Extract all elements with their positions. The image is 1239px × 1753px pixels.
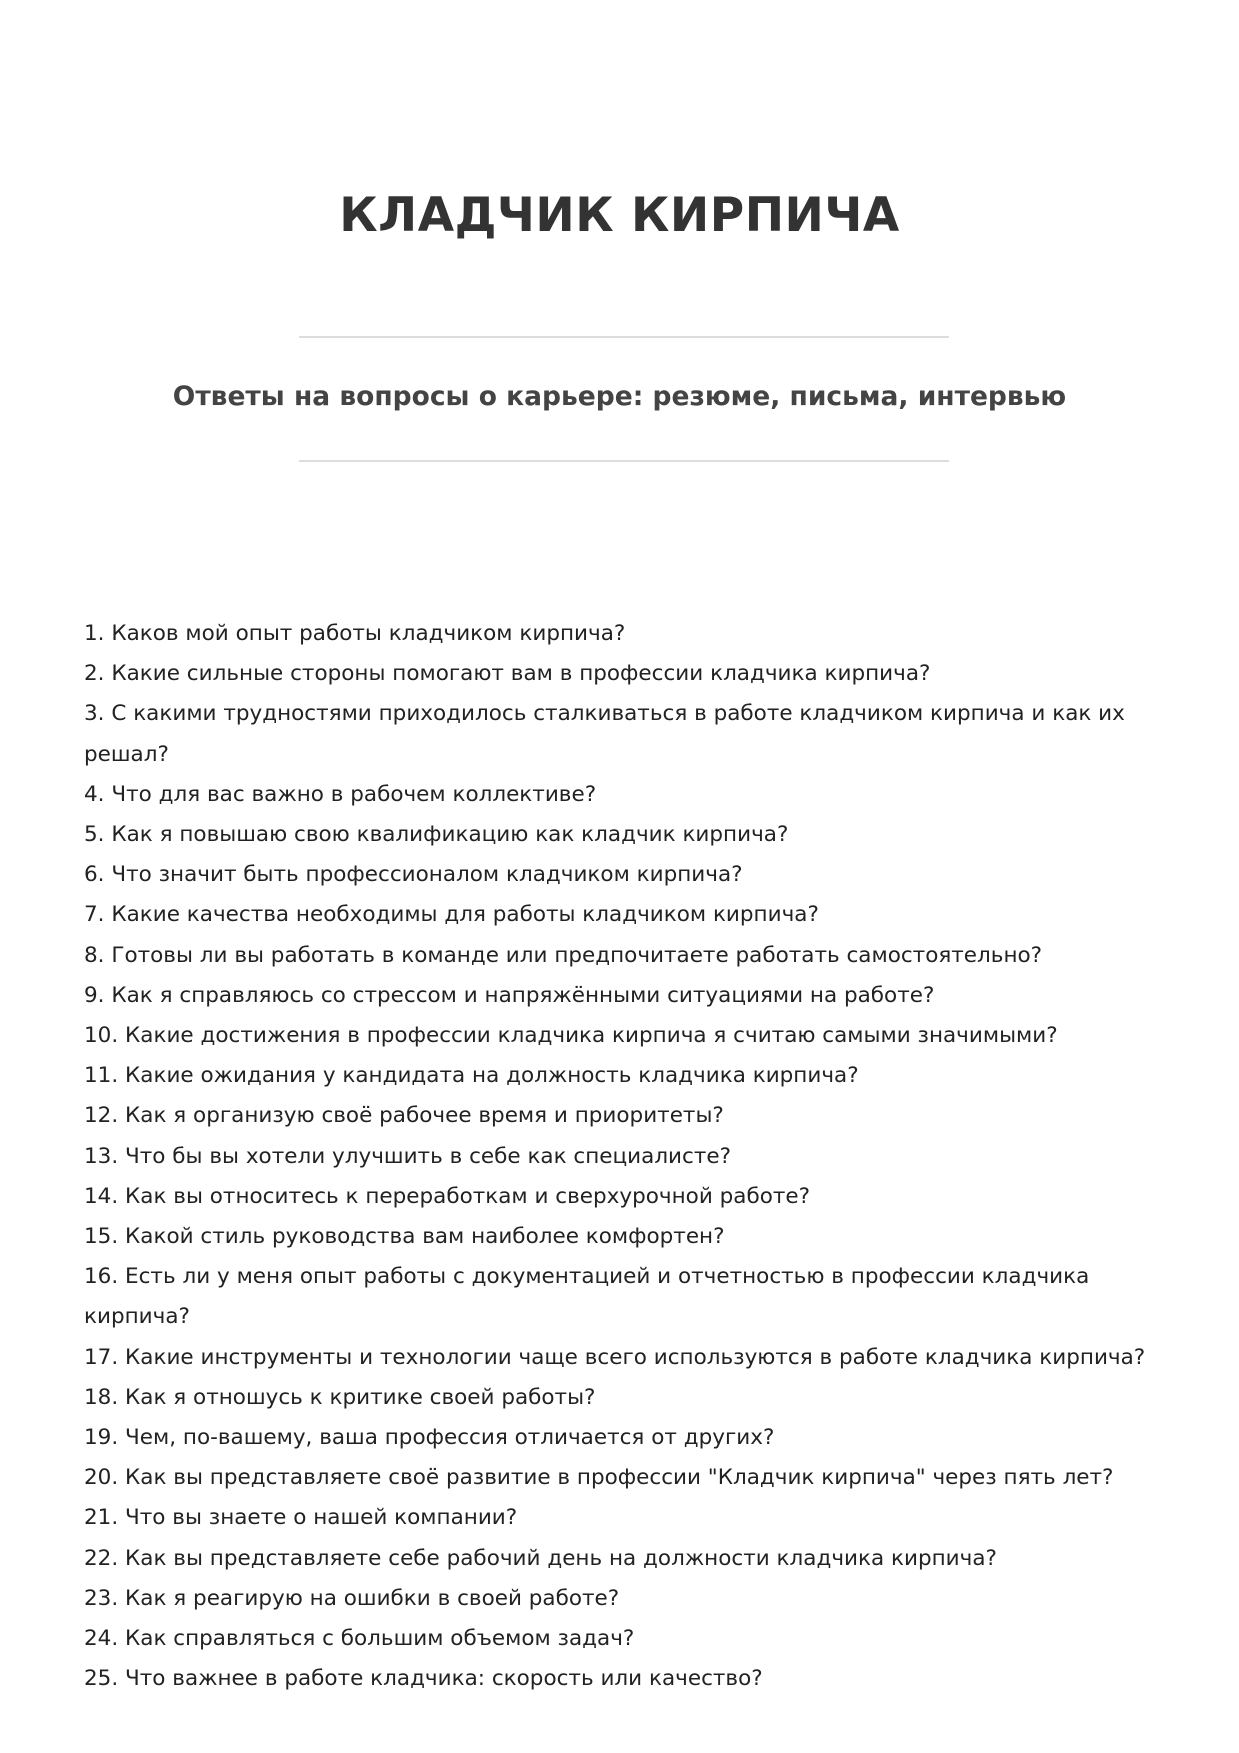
question-item: 9. Как я справляюсь со стрессом и напряжёнными ситуациями на работе?: [84, 982, 935, 1008]
question-item: 14. Как вы относитесь к переработкам и сверхурочной работе?: [84, 1183, 811, 1209]
question-item: 12. Как я организую своё рабочее время и приоритеты?: [84, 1103, 724, 1129]
divider-top: [299, 336, 949, 338]
page-subtitle: Ответы на вопросы о карьере: резюме, письма, интервью: [172, 381, 1067, 412]
question-item: 20. Как вы представляете своё развитие в профессии "Кладчик кирпича" через пять лет?: [84, 1465, 1114, 1491]
question-item: 15. Какой стиль руководства вам наиболее комфортен?: [84, 1224, 725, 1250]
divider-bottom: [299, 460, 949, 462]
questions-list: [84, 614, 1164, 1699]
question-item: 24. Как справляться с большим объемом задач?: [84, 1626, 635, 1652]
question-item: 25. Что важнее в работе кладчика: скорость или качество?: [84, 1666, 763, 1692]
question-item: 18. Как я отношусь к критике своей работы?: [84, 1384, 596, 1410]
question-item: 8. Готовы ли вы работать в команде или предпочитаете работать самостоятельно?: [84, 942, 1043, 968]
question-item: 4. Что для вас важно в рабочем коллективе?: [84, 781, 597, 807]
question-item: 3. С какими трудностями приходилось сталкиваться в работе кладчиком кирпича и как их решал?: [84, 701, 1125, 767]
question-item: 10. Какие достижения в профессии кладчика кирпича я считаю самыми значимыми?: [84, 1023, 1058, 1049]
question-item: 16. Есть ли у меня опыт работы с документацией и отчетностью в профессии кладчика кирпича?: [84, 1264, 1090, 1330]
question-item: 17. Какие инструменты и технологии чаще всего используются в работе кладчика кирпича?: [84, 1344, 1146, 1370]
question-item: 7. Какие качества необходимы для работы кладчиком кирпича?: [84, 902, 819, 928]
question-item: 22. Как вы представляете себе рабочий день на должности кладчика кирпича?: [84, 1545, 997, 1571]
question-item: 19. Чем, по-вашему, ваша профессия отличается от других?: [84, 1425, 775, 1451]
question-item: 13. Что бы вы хотели улучшить в себе как специалисте?: [84, 1143, 732, 1169]
question-item: 5. Как я повышаю свою квалификацию как кладчик кирпича?: [84, 822, 789, 848]
page-title: КЛАДЧИК КИРПИЧА: [339, 188, 900, 243]
question-item: 21. Что вы знаете о нашей компании?: [84, 1505, 518, 1531]
question-item: 11. Какие ожидания у кандидата на должность кладчика кирпича?: [84, 1063, 859, 1089]
question-item: 1. Каков мой опыт работы кладчиком кирпича?: [84, 621, 626, 646]
question-item: 6. Что значит быть профессионалом кладчиком кирпича?: [84, 862, 743, 888]
question-item: 23. Как я реагирую на ошибки в своей работе?: [84, 1585, 620, 1611]
question-item: 2. Какие сильные стороны помогают вам в профессии кладчика кирпича?: [84, 661, 931, 687]
